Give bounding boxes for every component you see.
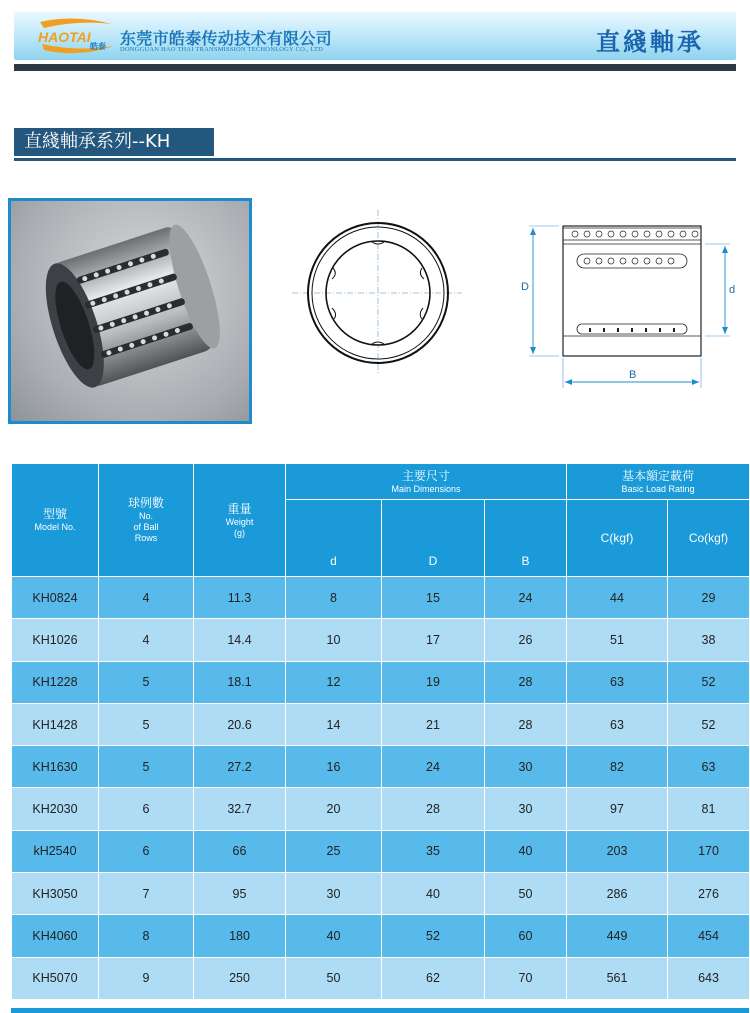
cell-rows: 8 bbox=[99, 915, 194, 957]
cell-rows: 6 bbox=[99, 788, 194, 830]
table-row bbox=[12, 619, 750, 661]
table-row bbox=[12, 661, 750, 703]
header-D: D bbox=[382, 500, 485, 577]
cell-rows: 9 bbox=[99, 957, 194, 999]
cell-d: 8 bbox=[286, 577, 382, 619]
cell-model: KH3050 bbox=[12, 873, 99, 915]
cell-model: KH4060 bbox=[12, 915, 99, 957]
cell-d: 10 bbox=[286, 619, 382, 661]
cell-b: 28 bbox=[485, 661, 567, 703]
cell-b: 28 bbox=[485, 703, 567, 745]
cell-rows: 7 bbox=[99, 873, 194, 915]
header-stripe bbox=[14, 64, 736, 71]
header-model: 型號 Model No. bbox=[12, 464, 99, 577]
table-row bbox=[12, 577, 750, 619]
cell-d: 21 bbox=[382, 703, 485, 745]
cell-d: 35 bbox=[382, 830, 485, 872]
cell-co: 454 bbox=[668, 915, 750, 957]
header-weight: 重量 Weight (g) bbox=[194, 464, 286, 577]
cell-model: KH1228 bbox=[12, 661, 99, 703]
table-row bbox=[12, 703, 750, 745]
cell-weight: 95 bbox=[194, 873, 286, 915]
header-basic-load-rating: 基本額定載荷 Basic Load Rating bbox=[567, 464, 750, 500]
header-d: d bbox=[286, 500, 382, 577]
cell-rows: 4 bbox=[99, 619, 194, 661]
cell-weight: 18.1 bbox=[194, 661, 286, 703]
bearing-front-view-icon bbox=[292, 210, 462, 375]
cell-b: 70 bbox=[485, 957, 567, 999]
cell-rows: 5 bbox=[99, 746, 194, 788]
table-row bbox=[12, 915, 750, 957]
table-row bbox=[12, 873, 750, 915]
header-ball-rows: 球例數 No. of Ball Rows bbox=[99, 464, 194, 577]
cell-c: 63 bbox=[567, 703, 668, 745]
cell-d: 40 bbox=[286, 915, 382, 957]
cell-co: 63 bbox=[668, 746, 750, 788]
cell-weight: 20.6 bbox=[194, 703, 286, 745]
cell-co: 276 bbox=[668, 873, 750, 915]
series-title: 直綫軸承系列--KH bbox=[14, 128, 214, 156]
company-name-en: DONGGUAN HAO THAI TRANSMISSION TECHONLOGY CO., LTD bbox=[120, 46, 324, 53]
table-body bbox=[12, 577, 750, 1000]
series-rule bbox=[14, 158, 736, 161]
cell-b: 40 bbox=[485, 830, 567, 872]
cell-d: 52 bbox=[382, 915, 485, 957]
cell-d: 40 bbox=[382, 873, 485, 915]
table-row bbox=[12, 830, 750, 872]
cell-model: kH2540 bbox=[12, 830, 99, 872]
cell-b: 26 bbox=[485, 619, 567, 661]
cell-co: 52 bbox=[668, 703, 750, 745]
cell-rows: 5 bbox=[99, 661, 194, 703]
header-title: 直綫軸承 bbox=[596, 28, 704, 56]
table-row bbox=[12, 746, 750, 788]
cell-weight: 14.4 bbox=[194, 619, 286, 661]
cell-d: 20 bbox=[286, 788, 382, 830]
cell-d: 28 bbox=[382, 788, 485, 830]
cell-d: 30 bbox=[286, 873, 382, 915]
cell-b: 24 bbox=[485, 577, 567, 619]
table-row bbox=[12, 957, 750, 999]
cell-model: KH5070 bbox=[12, 957, 99, 999]
svg-text:HAOTAI: HAOTAI bbox=[38, 29, 91, 45]
header-B: B bbox=[485, 500, 567, 577]
company-name-cn: 东莞市皓泰传动技术有限公司 bbox=[120, 29, 332, 48]
cell-co: 52 bbox=[668, 661, 750, 703]
cell-rows: 6 bbox=[99, 830, 194, 872]
cell-weight: 11.3 bbox=[194, 577, 286, 619]
cell-model: KH0824 bbox=[12, 577, 99, 619]
cell-d: 50 bbox=[286, 957, 382, 999]
cell-c: 82 bbox=[567, 746, 668, 788]
table-bottom-bar bbox=[11, 1008, 749, 1013]
cell-c: 203 bbox=[567, 830, 668, 872]
cell-c: 44 bbox=[567, 577, 668, 619]
label-D: D bbox=[521, 281, 529, 293]
cell-d: 16 bbox=[286, 746, 382, 788]
cell-c: 51 bbox=[567, 619, 668, 661]
cell-co: 29 bbox=[668, 577, 750, 619]
haotai-logo bbox=[34, 18, 118, 54]
cell-weight: 27.2 bbox=[194, 746, 286, 788]
cell-c: 449 bbox=[567, 915, 668, 957]
label-d: d bbox=[729, 284, 736, 296]
cell-rows: 4 bbox=[99, 577, 194, 619]
cell-weight: 250 bbox=[194, 957, 286, 999]
cell-model: KH1428 bbox=[12, 703, 99, 745]
cell-co: 81 bbox=[668, 788, 750, 830]
linear-bearing-photo-icon bbox=[11, 201, 249, 421]
cell-b: 30 bbox=[485, 746, 567, 788]
cell-co: 170 bbox=[668, 830, 750, 872]
cell-b: 30 bbox=[485, 788, 567, 830]
cell-weight: 66 bbox=[194, 830, 286, 872]
cell-c: 286 bbox=[567, 873, 668, 915]
cell-weight: 180 bbox=[194, 915, 286, 957]
cell-d: 62 bbox=[382, 957, 485, 999]
cell-c: 63 bbox=[567, 661, 668, 703]
cell-d: 14 bbox=[286, 703, 382, 745]
cell-weight: 32.7 bbox=[194, 788, 286, 830]
cell-d: 17 bbox=[382, 619, 485, 661]
cell-d: 15 bbox=[382, 577, 485, 619]
bearing-photo bbox=[8, 198, 252, 424]
cell-d: 19 bbox=[382, 661, 485, 703]
cell-b: 50 bbox=[485, 873, 567, 915]
cell-d: 25 bbox=[286, 830, 382, 872]
header-c: C(kgf) bbox=[567, 500, 668, 577]
cell-model: KH1630 bbox=[12, 746, 99, 788]
cell-d: 24 bbox=[382, 746, 485, 788]
cell-c: 561 bbox=[567, 957, 668, 999]
svg-text:皓泰: 皓泰 bbox=[90, 42, 106, 51]
cell-rows: 5 bbox=[99, 703, 194, 745]
header-main-dimensions: 主要尺寸 Main Dimensions bbox=[286, 464, 567, 500]
table-row bbox=[12, 788, 750, 830]
label-B: B bbox=[629, 369, 637, 381]
bearing-side-section-icon bbox=[515, 218, 745, 390]
cell-b: 60 bbox=[485, 915, 567, 957]
cell-co: 643 bbox=[668, 957, 750, 999]
spec-table bbox=[11, 463, 750, 1000]
cell-d: 12 bbox=[286, 661, 382, 703]
cell-model: KH2030 bbox=[12, 788, 99, 830]
cell-model: KH1026 bbox=[12, 619, 99, 661]
cell-co: 38 bbox=[668, 619, 750, 661]
cell-c: 97 bbox=[567, 788, 668, 830]
header-co: Co(kgf) bbox=[668, 500, 750, 577]
page-header bbox=[14, 8, 736, 68]
